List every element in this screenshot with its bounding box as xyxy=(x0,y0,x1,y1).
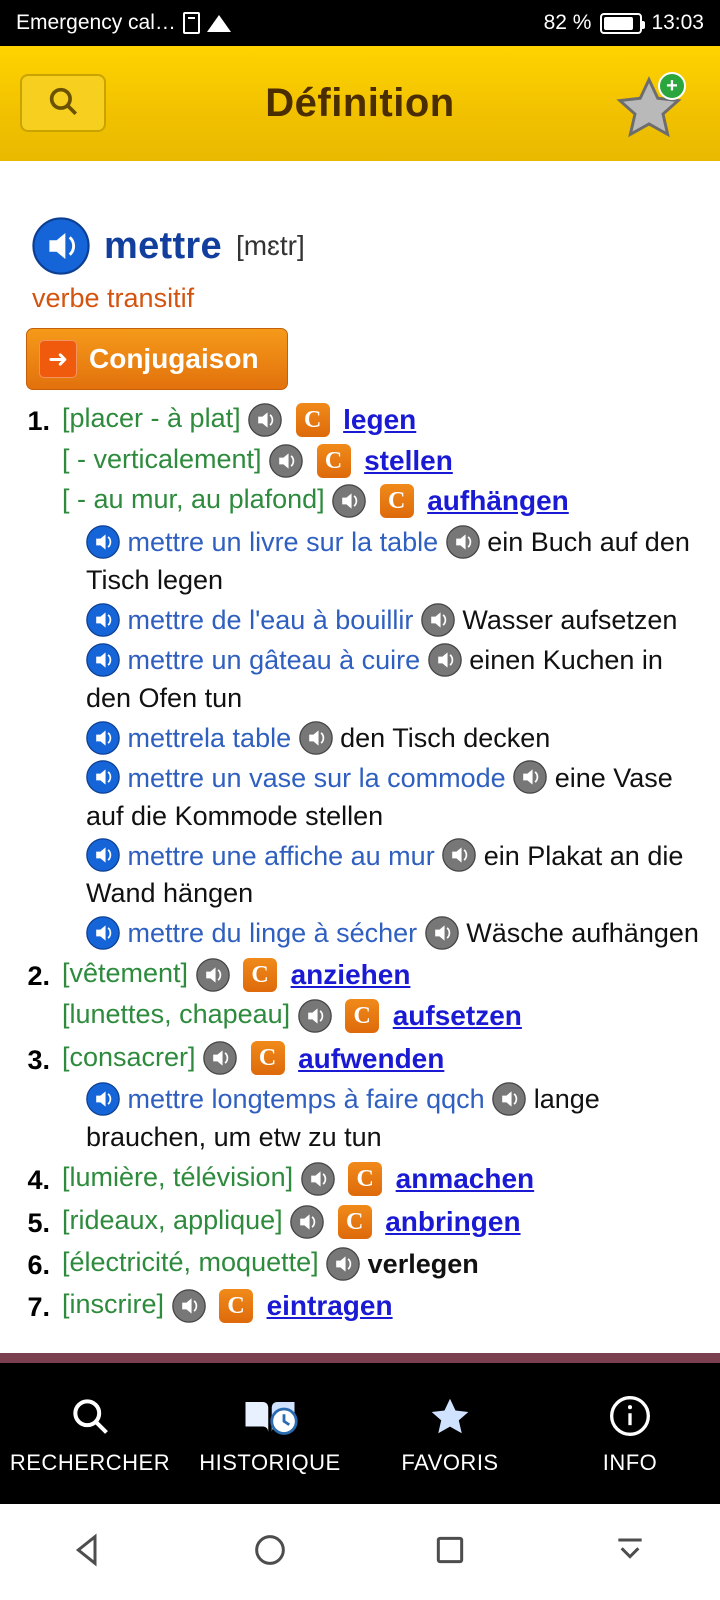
sense-context: [électricité, moquette] xyxy=(62,1247,319,1278)
example-target: ein Buch auf den Tisch legen xyxy=(86,526,690,595)
speaker-icon[interactable] xyxy=(332,484,366,518)
sense-head-line xyxy=(62,441,702,480)
sense-context: [ - verticalement] xyxy=(62,443,262,474)
sense-context: [lunettes, chapeau] xyxy=(62,998,291,1029)
nav-label: RECHERCHER xyxy=(9,1449,171,1475)
nav-item-rechercher[interactable] xyxy=(0,1392,180,1476)
book-clock-icon xyxy=(242,1392,298,1440)
sense-item xyxy=(18,400,702,953)
example-source: mettre une affiche au mur xyxy=(127,840,435,871)
search-icon xyxy=(46,84,80,123)
speaker-icon[interactable] xyxy=(86,760,120,794)
nav-label: INFO xyxy=(602,1449,658,1475)
speaker-icon[interactable] xyxy=(299,721,333,755)
speaker-icon[interactable] xyxy=(32,217,90,275)
sense-body xyxy=(62,1039,702,1158)
translation-link[interactable]: legen xyxy=(343,404,417,436)
sense-context: [lumière, télévision] xyxy=(62,1162,294,1193)
hide-navbar-icon[interactable] xyxy=(610,1530,650,1575)
class-tag-icon: C xyxy=(338,1205,372,1239)
definition-content[interactable] xyxy=(0,161,720,1363)
recents-square-icon[interactable] xyxy=(430,1530,470,1575)
example-target: eine Vase auf die Kommode stellen xyxy=(86,762,673,831)
example-source: mettre un gâteau à cuire xyxy=(127,644,421,675)
sense-body xyxy=(62,955,702,1036)
translation-link[interactable]: stellen xyxy=(364,444,453,476)
speaker-icon[interactable] xyxy=(86,1082,120,1116)
sense-head-line xyxy=(62,481,702,520)
nav-item-historique[interactable] xyxy=(180,1392,360,1476)
speaker-icon[interactable] xyxy=(298,999,332,1033)
translation-link[interactable]: aufwenden xyxy=(298,1042,445,1074)
add-favorite-badge[interactable]: + xyxy=(658,72,686,100)
sense-body xyxy=(62,1202,702,1243)
sense-number: 5. xyxy=(27,1207,50,1238)
speaker-icon[interactable] xyxy=(421,603,455,637)
sense-body xyxy=(62,1244,702,1284)
search-button[interactable] xyxy=(20,74,106,132)
headword: mettre xyxy=(104,224,222,267)
sense-head-line xyxy=(62,1202,702,1241)
sense-item xyxy=(18,1039,702,1158)
example-target: Wasser aufsetzen xyxy=(462,604,678,635)
sense-item xyxy=(18,1244,702,1284)
class-tag-icon: C xyxy=(345,999,379,1033)
example-target: lange brauchen, um etw zu tun xyxy=(86,1084,600,1152)
example-source: mettre de l'eau à bouillir xyxy=(127,604,414,635)
sense-context: [placer - à plat] xyxy=(62,403,241,433)
page-title: Définition xyxy=(265,81,455,125)
example-source: mettrela table xyxy=(127,722,292,753)
example-source: mettre un livre sur la table xyxy=(127,526,439,557)
favorite-button[interactable] xyxy=(612,72,700,138)
example-line xyxy=(62,718,702,756)
translation-link[interactable]: anbringen xyxy=(385,1205,521,1237)
status-bar-right xyxy=(544,11,704,35)
example-line xyxy=(62,1079,702,1155)
class-tag-icon: C xyxy=(219,1289,253,1323)
sense-number: 3. xyxy=(27,1044,50,1075)
example-line xyxy=(62,836,702,912)
clock-label: 13:03 xyxy=(651,11,704,34)
example-line xyxy=(62,640,702,716)
sense-number: 4. xyxy=(27,1165,50,1196)
speaker-icon[interactable] xyxy=(86,916,120,950)
status-bar xyxy=(0,0,720,46)
carrier-label: Emergency cal… xyxy=(16,11,176,34)
example-line xyxy=(62,758,702,834)
speaker-icon[interactable] xyxy=(428,643,462,677)
sense-context: [rideaux, applique] xyxy=(62,1204,283,1235)
speaker-icon[interactable] xyxy=(446,525,480,559)
sense-context: [ - au mur, au plafond] xyxy=(62,484,325,515)
sense-head-line xyxy=(62,1039,702,1078)
sense-head-line xyxy=(62,996,702,1035)
speaker-icon[interactable] xyxy=(86,525,120,559)
sense-number: 7. xyxy=(27,1292,50,1323)
translation-link[interactable]: aufhängen xyxy=(427,485,569,517)
wifi-icon xyxy=(207,14,231,32)
class-tag-icon: C xyxy=(348,1162,382,1196)
speaker-icon[interactable] xyxy=(86,838,120,872)
example-line xyxy=(62,913,702,951)
translation-text: verlegen xyxy=(367,1249,479,1280)
class-tag-icon: C xyxy=(380,484,414,518)
sense-head-line xyxy=(62,1244,702,1282)
nav-item-info[interactable] xyxy=(540,1392,720,1476)
sense-context: [consacrer] xyxy=(62,1041,196,1072)
example-source: mettre du linge à sécher xyxy=(127,918,418,949)
speaker-icon[interactable] xyxy=(196,958,230,992)
system-navigation-bar xyxy=(0,1504,720,1600)
speaker-icon[interactable] xyxy=(86,721,120,755)
sense-body xyxy=(62,1159,702,1200)
bottom-navigation xyxy=(0,1363,720,1504)
sense-list xyxy=(18,400,702,1327)
battery-percent-label: 82 % xyxy=(543,11,592,34)
example-source: mettre longtemps à faire qqch xyxy=(127,1084,485,1115)
speaker-icon[interactable] xyxy=(326,1247,360,1281)
example-source: mettre un vase sur la commode xyxy=(127,762,506,793)
translation-link[interactable]: anmachen xyxy=(395,1163,535,1195)
conjugation-button[interactable] xyxy=(26,328,288,390)
sense-number: 2. xyxy=(27,961,50,992)
conjugation-label: Conjugaison xyxy=(89,343,259,374)
sense-head-line xyxy=(62,1286,702,1325)
sense-item xyxy=(18,1202,702,1243)
speaker-icon[interactable] xyxy=(301,1162,335,1196)
nav-label: FAVORIS xyxy=(401,1449,499,1475)
translation-link[interactable]: eintragen xyxy=(266,1290,393,1322)
speaker-icon[interactable] xyxy=(425,916,459,950)
app-bar xyxy=(0,46,720,161)
star-icon xyxy=(427,1392,473,1440)
content-bottom-divider xyxy=(0,1353,720,1363)
example-line xyxy=(62,600,702,638)
example-line xyxy=(62,522,702,598)
arrow-right-icon: ➜ xyxy=(39,340,77,378)
speaker-icon[interactable] xyxy=(513,760,547,794)
sense-item xyxy=(18,955,702,1036)
info-icon xyxy=(608,1392,652,1440)
speaker-icon[interactable] xyxy=(203,1041,237,1075)
status-bar-left xyxy=(16,11,544,35)
battery-icon xyxy=(600,13,642,34)
sim-card-icon xyxy=(183,12,200,34)
headword-row xyxy=(32,217,702,275)
example-target: einen Kuchen in den Ofen tun xyxy=(86,644,663,713)
translation-link[interactable]: aufsetzen xyxy=(392,1000,522,1032)
speaker-icon[interactable] xyxy=(248,403,282,437)
sense-context: [vêtement] xyxy=(62,958,189,989)
sense-number: 6. xyxy=(27,1250,50,1281)
sense-head-line xyxy=(62,1159,702,1198)
speaker-icon[interactable] xyxy=(290,1205,324,1239)
example-target: ein Plakat an die Wand hängen xyxy=(86,840,684,909)
translation-link[interactable]: anziehen xyxy=(290,959,411,991)
speaker-icon[interactable] xyxy=(442,838,476,872)
sense-body xyxy=(62,400,702,953)
class-tag-icon: C xyxy=(251,1041,285,1075)
star-icon xyxy=(612,129,686,146)
nav-label: HISTORIQUE xyxy=(199,1449,341,1475)
phonetic-transcription: [mɛtr] xyxy=(235,230,305,261)
sense-item xyxy=(18,1286,702,1327)
home-circle-icon[interactable] xyxy=(250,1530,290,1575)
nav-item-favoris[interactable] xyxy=(360,1392,540,1476)
example-target: Wäsche aufhängen xyxy=(466,918,699,949)
part-of-speech: verbe transitif xyxy=(32,283,195,313)
sense-number: 1. xyxy=(27,406,50,436)
sense-head-line xyxy=(62,955,702,994)
speaker-icon[interactable] xyxy=(86,643,120,677)
sense-context: [inscrire] xyxy=(62,1289,165,1320)
sense-item xyxy=(18,1159,702,1200)
speaker-icon[interactable] xyxy=(86,603,120,637)
class-tag-icon: C xyxy=(317,444,351,478)
search-icon xyxy=(68,1392,112,1440)
sense-body xyxy=(62,1286,702,1327)
sense-head-line xyxy=(62,400,702,439)
speaker-icon[interactable] xyxy=(172,1289,206,1323)
class-tag-icon: C xyxy=(243,958,277,992)
speaker-icon[interactable] xyxy=(269,444,303,478)
back-triangle-icon[interactable] xyxy=(70,1530,110,1575)
example-target: den Tisch decken xyxy=(340,722,551,753)
speaker-icon[interactable] xyxy=(492,1082,526,1116)
class-tag-icon: C xyxy=(296,403,330,437)
